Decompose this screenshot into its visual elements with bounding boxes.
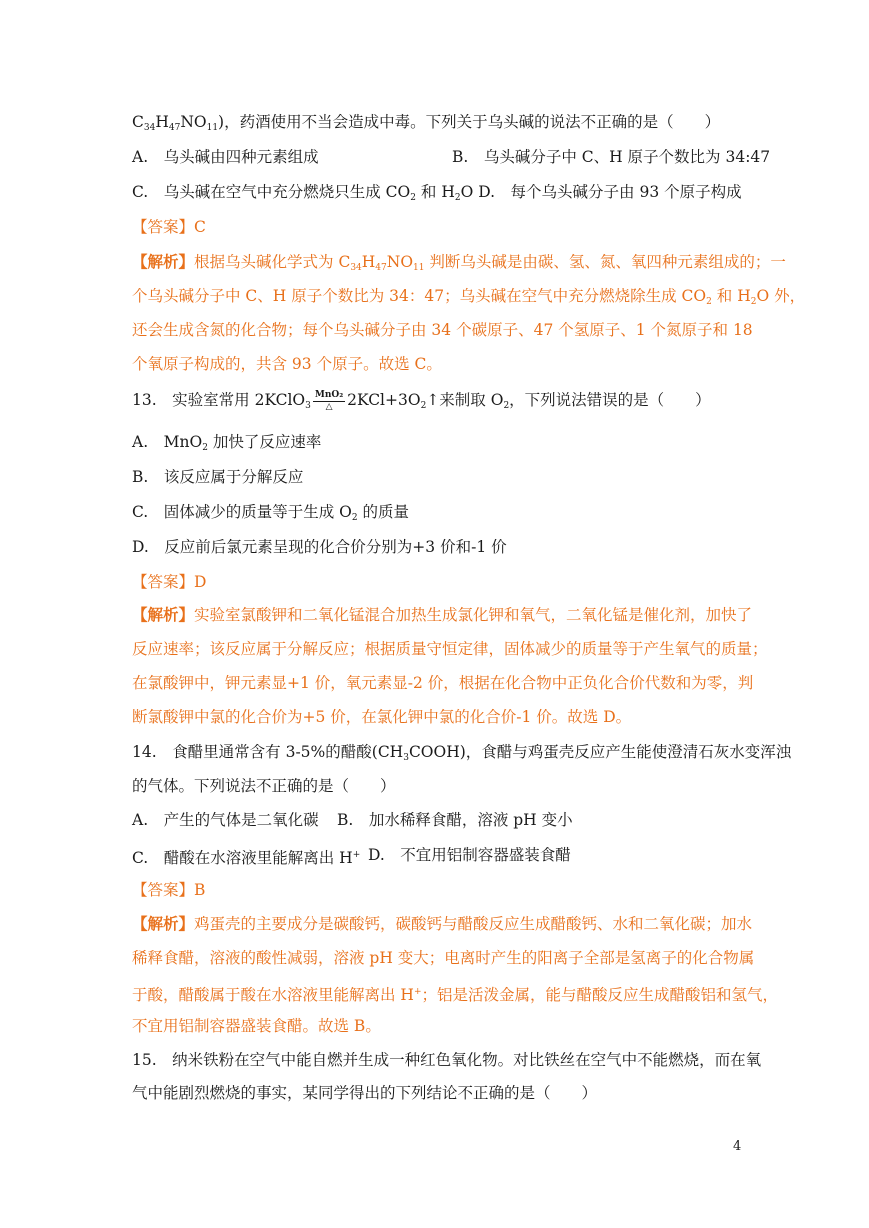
q13-explanation-line1 (132, 605, 753, 625)
stem-text: 13. 实验室常用 2KClO (132, 391, 306, 409)
option-b: B. 加水稀释食醋，溶液 pH 变小 (337, 811, 573, 829)
subscript: 47 (168, 123, 181, 133)
explanation-text: 个乌头碱分子中 C、H 原子个数比为 34：47；乌头碱在空气中充分燃烧除生成 CO (132, 287, 707, 305)
option-c: C. 乌头碱在空气中充分燃烧只生成 CO (132, 183, 411, 201)
q12-options-row1 (132, 147, 771, 167)
option-text: 加快了反应速率 (207, 433, 322, 451)
explanation-text: 于酸，醋酸属于酸在水溶液里能解离出 H (132, 986, 414, 1004)
subscript: 2 (454, 193, 461, 203)
page-number: 4 (733, 1139, 742, 1154)
option-d: D. 不宜用铝制容器盛装食醋 (368, 846, 571, 864)
q14-stem-line1 (132, 742, 792, 768)
stem-text: )，药酒使用不当会造成中毒。下列关于乌头碱的说法不正确的是（ ） (218, 113, 721, 131)
q13-explanation-line4: 断氯酸钾中氯的化合价为+5 价，在氯化钾中氯的化合价-1 价。故选 D。 (132, 708, 632, 726)
stem-text: ↑来制取 O (426, 391, 504, 409)
explanation-text: 根据乌头碱化学式为 C (194, 253, 351, 271)
q14-options-row1 (132, 810, 742, 830)
formula-text: NO (180, 113, 207, 131)
option-c-end: O (460, 183, 474, 201)
q13-option-d: D. 反应前后氯元素呈现的化合价分别为+3 价和-1 价 (132, 538, 507, 556)
q12-explanation-line2 (132, 286, 806, 312)
q13-option-a (132, 432, 742, 458)
q13-stem (132, 390, 742, 416)
subscript: 3 (403, 753, 409, 763)
explanation-label: 【解析】 (132, 605, 195, 624)
q13-explanation-line3: 在氯酸钾中，钾元素显+1 价，氧元素显-2 价，根据在化合物中正负化合价代数和为零，判 (132, 674, 754, 692)
subscript: 2 (202, 443, 208, 453)
explanation-text: 实验室氯酸钾和二氧化锰混合加热生成氯化钾和氧气，二氧化锰是催化剂，加快了 (194, 606, 753, 624)
q13-option-b: B. 该反应属于分解反应 (132, 468, 304, 486)
q14-explanation-line4: 不宜用铝制容器盛装食醋。故选 B。 (132, 1017, 381, 1035)
subscript: 11 (206, 123, 219, 133)
explanation-text: 判断乌头碱是由碳、氢、氮、氧四种元素组成的；一 (424, 253, 786, 271)
subscript: 47 (375, 263, 387, 273)
q12-explanation-line1 (132, 252, 786, 278)
explanation-label: 【解析】 (132, 252, 195, 271)
q13-explanation-line2: 反应速率；该反应属于分解反应；根据质量守恒定律，固体减少的质量等于产生氧气的质量； (132, 640, 768, 658)
option-c-mid: 和 H (415, 183, 455, 201)
option-b: B. 乌头碱分子中 C、H 原子个数比为 34:47 (452, 148, 771, 166)
reaction-condition (313, 391, 345, 412)
explanation-label: 【解析】 (132, 914, 195, 933)
explanation-text: NO (386, 253, 414, 271)
q14-explanation-line3 (132, 982, 779, 1005)
option-a: A. 产生的气体是二氧化碳 (132, 811, 319, 829)
q14-options-row2 (132, 845, 742, 868)
subscript: 2 (503, 401, 510, 411)
q15-stem-line2: 气中能剧烈燃烧的事实，某同学得出的下列结论不正确的是（ ） (132, 1084, 598, 1102)
formula-text: C (132, 113, 144, 131)
catalyst-label: MnO₂ (314, 389, 344, 400)
q12-answer: 【答案】C (132, 218, 206, 236)
q12-explanation-line3: 还会生成含氮的化合物；每个乌头碱分子由 34 个碳原子、47 个氢原子、1 个氮原子和 18 (132, 321, 753, 339)
q14-stem-line2: 的气体。下列说法不正确的是（ ） (132, 777, 396, 795)
subscript: 2 (706, 297, 712, 307)
stem-text: 14. 食醋里通常含有 3-5%的醋酸(CH (132, 743, 404, 761)
q12-options-row2 (132, 182, 742, 208)
explanation-text: O 外， (756, 287, 806, 305)
subscript: 3 (305, 401, 311, 411)
q13-option-c (132, 502, 742, 528)
explanation-text: 鸡蛋壳的主要成分是碳酸钙，碳酸钙与醋酸反应生成醋酸钙、水和二氧化碳；加水 (194, 915, 753, 933)
superscript: + (413, 987, 422, 997)
option-c (132, 849, 360, 867)
subscript: 34 (143, 123, 156, 133)
superscript: + (352, 850, 361, 860)
q12-explanation-line4: 个氧原子构成的，共含 93 个原子。故选 C。 (132, 355, 442, 373)
subscript: 2 (410, 193, 416, 203)
q14-explanation-line2: 稀释食醋，溶液的酸性减弱，溶液 pH 变大；电离时产生的阳离子全部是氢离子的化合物属 (132, 949, 755, 967)
q13-answer: 【答案】D (132, 573, 207, 591)
option-text: C. 醋酸在水溶液里能解离出 H (132, 849, 353, 867)
stem-text: COOH)，食醋与鸡蛋壳反应产生能使澄清石灰水变浑浊 (408, 743, 792, 761)
explanation-text: ；铝是活泼金属，能与醋酸反应生成醋酸铝和氢气， (421, 986, 779, 1004)
q12-stem (132, 112, 742, 138)
explanation-text: 和 H (711, 287, 751, 305)
subscript: 11 (413, 263, 425, 273)
explanation-text: H (361, 253, 376, 271)
subscript: 2 (351, 513, 358, 523)
subscript: 2 (750, 297, 757, 307)
formula-text: H (155, 113, 169, 131)
option-text: C. 固体减少的质量等于生成 O (132, 503, 352, 521)
subscript: 34 (350, 263, 362, 273)
stem-text: ，下列说法错误的是（ ） (509, 391, 711, 409)
option-text: 的质量 (357, 503, 410, 521)
option-d: D. 每个乌头碱分子由 93 个原子构成 (478, 183, 742, 201)
q15-stem-line1: 15. 纳米铁粉在空气中能自燃并生成一种红色氧化物。对比铁丝在空气中不能燃烧，而在氧 (132, 1051, 762, 1069)
q14-answer: 【答案】B (132, 881, 206, 899)
stem-text: 2KCl+3O (347, 391, 421, 409)
option-text: A. MnO (132, 433, 203, 451)
subscript: 2 (420, 401, 427, 411)
heat-symbol: △ (325, 401, 333, 412)
q14-explanation-line1 (132, 914, 753, 934)
option-a: A. 乌头碱由四种元素组成 (132, 148, 319, 166)
